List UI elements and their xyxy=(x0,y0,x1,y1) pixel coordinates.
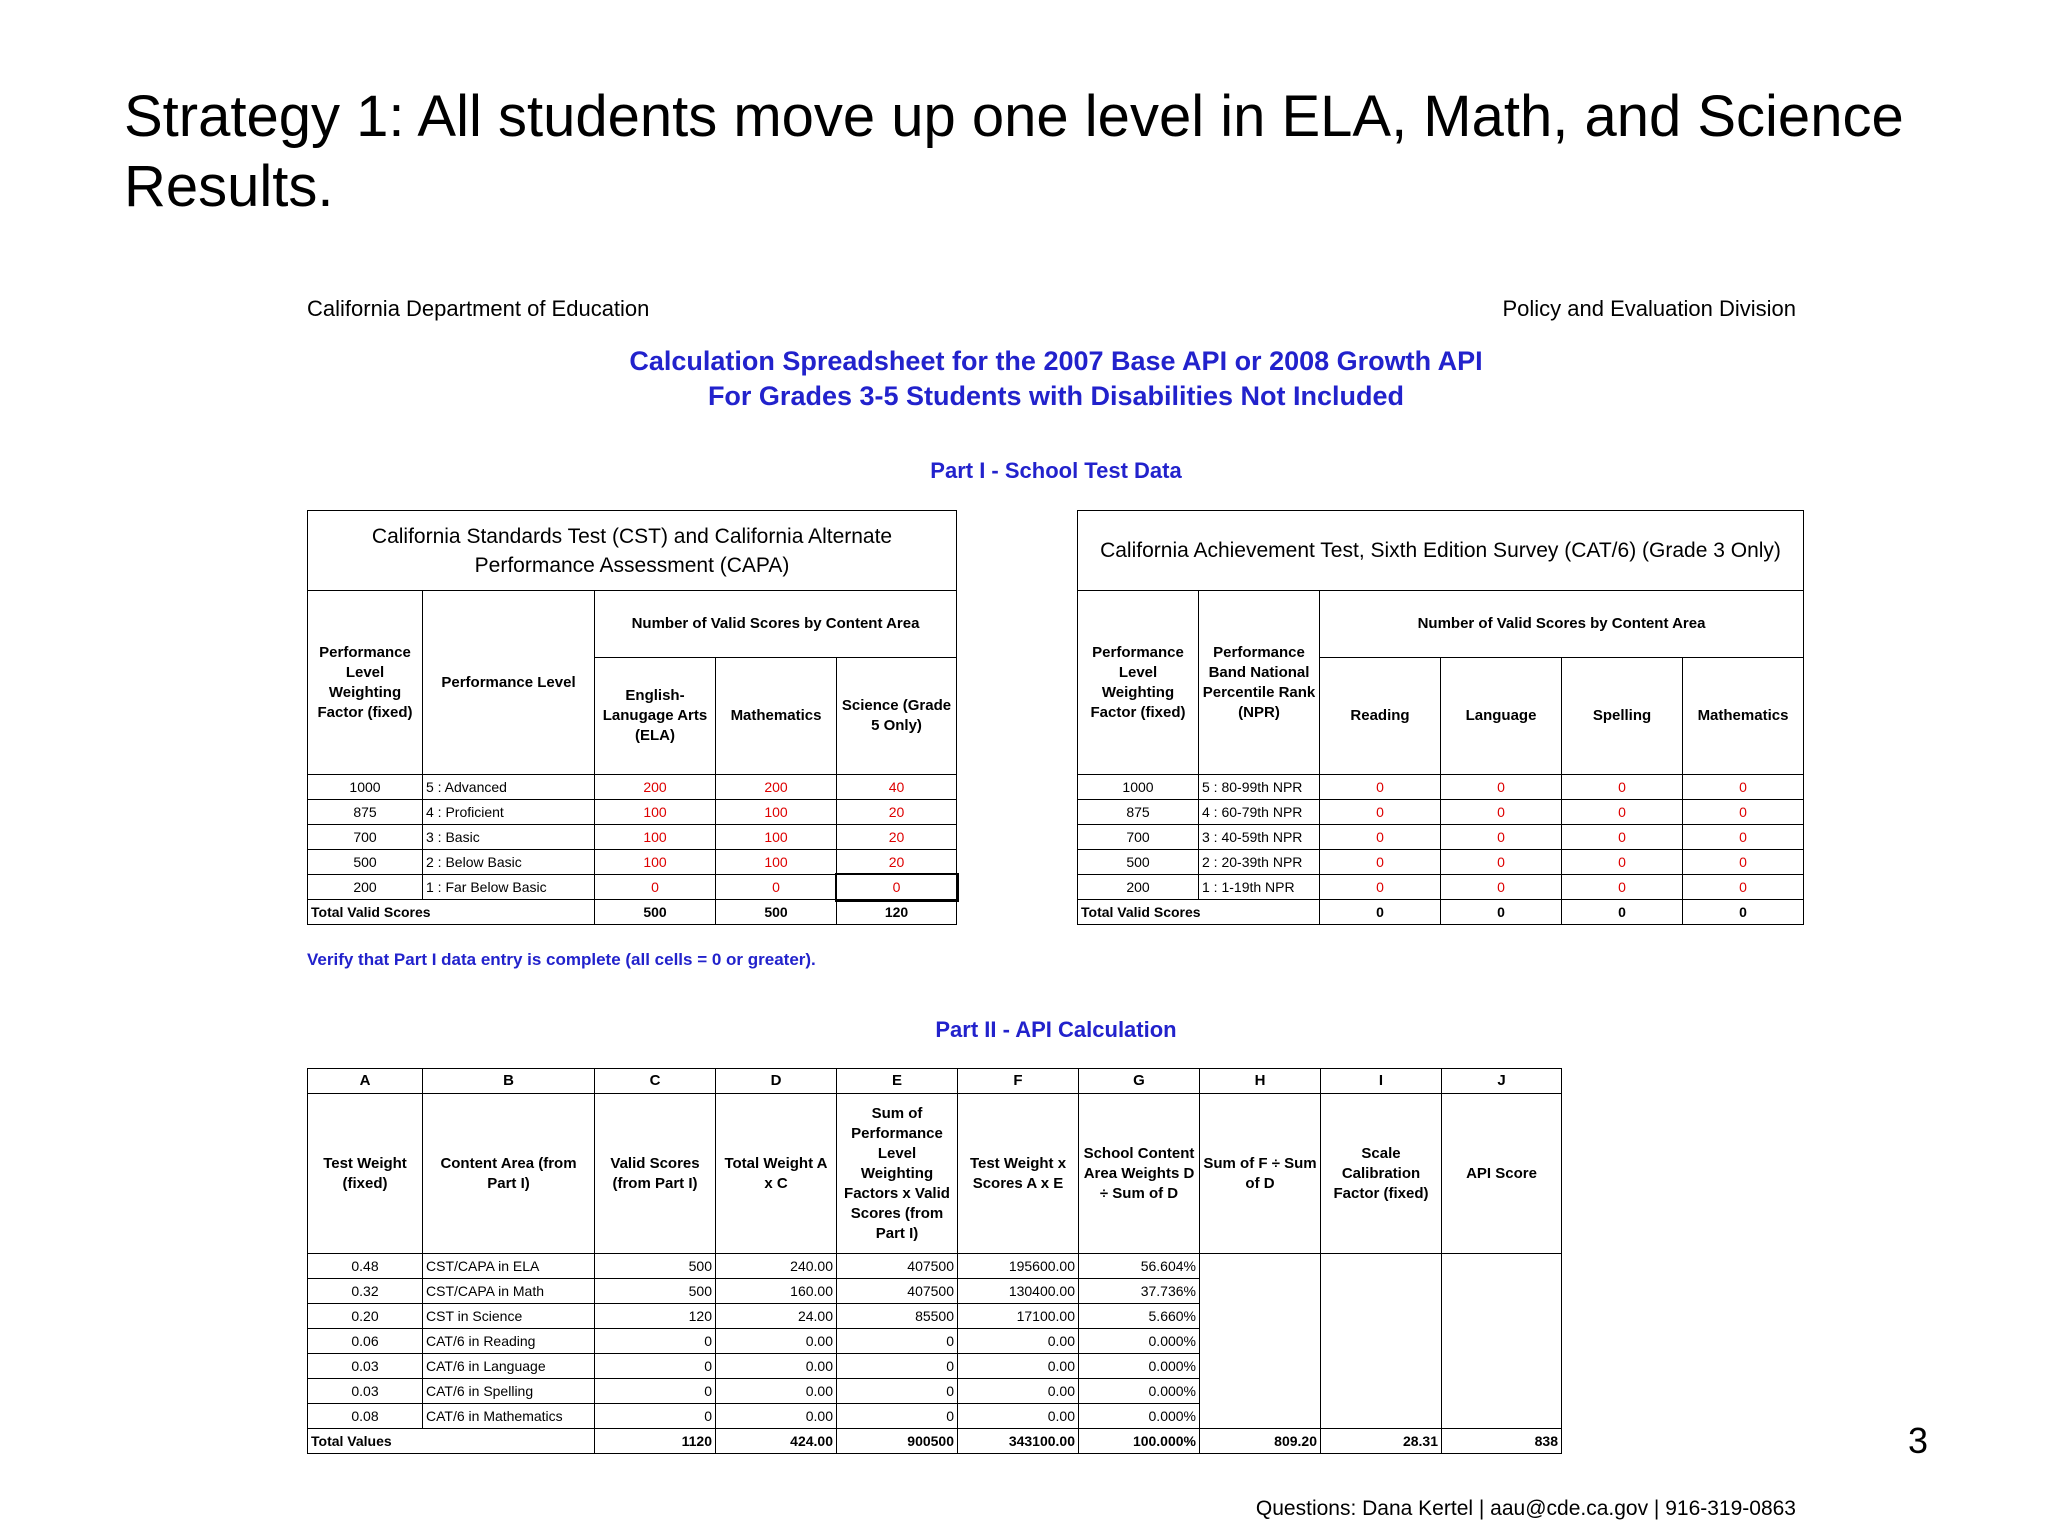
reading-input-cell[interactable]: 0 xyxy=(1320,875,1441,900)
total-spelling: 0 xyxy=(1562,900,1683,925)
total-weight-cell: 160.00 xyxy=(716,1279,837,1304)
weight-cell: 875 xyxy=(308,800,423,825)
total-sci: 120 xyxy=(837,900,957,925)
sum-plwf-cell: 0 xyxy=(837,1404,958,1429)
total-sum-plwf: 900500 xyxy=(837,1429,958,1454)
cst-col-sci: Science (Grade 5 Only) xyxy=(837,658,957,775)
ela-input-cell[interactable]: 100 xyxy=(595,850,716,875)
math-input-cell[interactable]: 0 xyxy=(1683,875,1804,900)
blank-cell-h xyxy=(1200,1254,1321,1429)
total-row xyxy=(1078,900,1804,925)
math-input-cell[interactable]: 100 xyxy=(716,825,837,850)
table-row xyxy=(308,850,957,875)
test-weight-scores-cell: 17100.00 xyxy=(958,1304,1079,1329)
content-area-cell: CST/CAPA in Math xyxy=(423,1279,595,1304)
valid-scores-cell: 0 xyxy=(595,1354,716,1379)
band-cell: 4 : 60-79th NPR xyxy=(1199,800,1320,825)
sum-plwf-cell: 85500 xyxy=(837,1304,958,1329)
api-head-a: Test Weight (fixed) xyxy=(308,1094,423,1254)
cat-table-title: California Achievement Test, Sixth Edition Survey (CAT/6) (Grade 3 Only) xyxy=(1078,511,1804,591)
level-cell: 2 : Below Basic xyxy=(423,850,595,875)
cst-col-math: Mathematics xyxy=(716,658,837,775)
language-input-cell[interactable]: 0 xyxy=(1441,875,1562,900)
spelling-input-cell[interactable]: 0 xyxy=(1562,775,1683,800)
cat-col-band: Performance Band National Percentile Rank (NPR) xyxy=(1199,591,1320,775)
band-cell: 3 : 40-59th NPR xyxy=(1199,825,1320,850)
math-input-cell[interactable]: 0 xyxy=(1683,850,1804,875)
col-letter-e: E xyxy=(837,1069,958,1094)
sci-input-cell-selected[interactable]: 0 xyxy=(837,875,957,900)
test-weight-scores-cell: 0.00 xyxy=(958,1354,1079,1379)
cat-col-reading: Reading xyxy=(1320,658,1441,775)
col-letter-g: G xyxy=(1079,1069,1200,1094)
content-area-cell: CAT/6 in Spelling xyxy=(423,1379,595,1404)
reading-input-cell[interactable]: 0 xyxy=(1320,850,1441,875)
ela-input-cell[interactable]: 200 xyxy=(595,775,716,800)
content-area-cell: CAT/6 in Language xyxy=(423,1354,595,1379)
level-cell: 1 : Far Below Basic xyxy=(423,875,595,900)
slide-number: 3 xyxy=(1908,1420,1929,1461)
cat-col-language: Language xyxy=(1441,658,1562,775)
valid-scores-cell: 500 xyxy=(595,1279,716,1304)
spelling-input-cell[interactable]: 0 xyxy=(1562,875,1683,900)
band-cell: 2 : 20-39th NPR xyxy=(1199,850,1320,875)
cst-col-ela: English-Lanugage Arts (ELA) xyxy=(595,658,716,775)
content-area-cell: CAT/6 in Reading xyxy=(423,1329,595,1354)
test-weight-scores-cell: 0.00 xyxy=(958,1379,1079,1404)
sum-f-over-d: 809.20 xyxy=(1200,1429,1321,1454)
test-weight-scores-cell: 0.00 xyxy=(958,1404,1079,1429)
language-input-cell[interactable]: 0 xyxy=(1441,825,1562,850)
content-weight-cell: 0.000% xyxy=(1079,1379,1200,1404)
col-letter-a: A xyxy=(308,1069,423,1094)
weight-cell: 200 xyxy=(308,875,423,900)
test-weight-cell: 0.48 xyxy=(308,1254,423,1279)
api-head-d: Total Weight A x C xyxy=(716,1094,837,1254)
sum-plwf-cell: 0 xyxy=(837,1329,958,1354)
col-letter-b: B xyxy=(423,1069,595,1094)
weight-cell: 200 xyxy=(1078,875,1199,900)
cst-capa-table xyxy=(307,510,957,925)
content-weight-cell: 56.604% xyxy=(1079,1254,1200,1279)
sci-input-cell[interactable]: 20 xyxy=(837,800,957,825)
math-input-cell[interactable]: 200 xyxy=(716,775,837,800)
total-weight-cell: 0.00 xyxy=(716,1379,837,1404)
scale-calibration-factor: 28.31 xyxy=(1321,1429,1442,1454)
cst-col-group: Number of Valid Scores by Content Area xyxy=(595,591,957,658)
test-weight-cell: 0.08 xyxy=(308,1404,423,1429)
content-weight-cell: 0.000% xyxy=(1079,1404,1200,1429)
verify-note: Verify that Part I data entry is complete (all cells = 0 or greater). xyxy=(307,950,816,969)
cst-col-weight: Performance Level Weighting Factor (fixed) xyxy=(308,591,423,775)
col-letter-i: I xyxy=(1321,1069,1442,1094)
total-weight: 424.00 xyxy=(716,1429,837,1454)
blank-cell-i xyxy=(1321,1254,1442,1429)
level-cell: 4 : Proficient xyxy=(423,800,595,825)
language-input-cell[interactable]: 0 xyxy=(1441,800,1562,825)
math-input-cell[interactable]: 100 xyxy=(716,800,837,825)
cst-table-title: California Standards Test (CST) and California Alternate Performance Assessment (CAPA) xyxy=(308,511,957,591)
table-row xyxy=(308,1254,1562,1279)
content-weight-cell: 0.000% xyxy=(1079,1354,1200,1379)
sum-plwf-cell: 0 xyxy=(837,1379,958,1404)
valid-scores-cell: 500 xyxy=(595,1254,716,1279)
math-input-cell[interactable]: 0 xyxy=(1683,800,1804,825)
cat-col-weight: Performance Level Weighting Factor (fixed) xyxy=(1078,591,1199,775)
total-label: Total Valid Scores xyxy=(308,900,595,925)
total-language: 0 xyxy=(1441,900,1562,925)
cat-col-spelling: Spelling xyxy=(1562,658,1683,775)
total-label: Total Values xyxy=(308,1429,595,1454)
api-head-c: Valid Scores (from Part I) xyxy=(595,1094,716,1254)
table-row xyxy=(1078,850,1804,875)
weight-cell: 700 xyxy=(308,825,423,850)
level-cell: 3 : Basic xyxy=(423,825,595,850)
col-letter-f: F xyxy=(958,1069,1079,1094)
test-weight-scores-cell: 130400.00 xyxy=(958,1279,1079,1304)
total-weight-cell: 0.00 xyxy=(716,1404,837,1429)
band-cell: 1 : 1-19th NPR xyxy=(1199,875,1320,900)
api-head-j: API Score xyxy=(1442,1094,1562,1254)
content-weight-cell: 37.736% xyxy=(1079,1279,1200,1304)
table-row xyxy=(1078,875,1804,900)
weight-cell: 875 xyxy=(1078,800,1199,825)
total-weight-cell: 240.00 xyxy=(716,1254,837,1279)
cat6-table xyxy=(1077,510,1804,925)
weight-cell: 500 xyxy=(308,850,423,875)
api-calculation-table xyxy=(307,1068,1562,1454)
table-row xyxy=(1078,825,1804,850)
api-head-f: Test Weight x Scores A x E xyxy=(958,1094,1079,1254)
content-weight-cell: 0.000% xyxy=(1079,1329,1200,1354)
test-weight-cell: 0.03 xyxy=(308,1354,423,1379)
api-score: 838 xyxy=(1442,1429,1562,1454)
table-row xyxy=(308,875,957,900)
ela-input-cell[interactable]: 0 xyxy=(595,875,716,900)
content-area-cell: CST/CAPA in ELA xyxy=(423,1254,595,1279)
reading-input-cell[interactable]: 0 xyxy=(1320,775,1441,800)
table-row xyxy=(308,825,957,850)
sheet-header-left: California Department of Education xyxy=(307,296,650,321)
sum-plwf-cell: 0 xyxy=(837,1354,958,1379)
part2-title: Part II - API Calculation xyxy=(935,1017,1177,1042)
content-area-cell: CST in Science xyxy=(423,1304,595,1329)
sheet-header-right: Policy and Evaluation Division xyxy=(1502,296,1796,321)
weight-cell: 500 xyxy=(1078,850,1199,875)
valid-scores-cell: 0 xyxy=(595,1379,716,1404)
ela-input-cell[interactable]: 100 xyxy=(595,825,716,850)
test-weight-cell: 0.03 xyxy=(308,1379,423,1404)
spreadsheet-title-line2: For Grades 3-5 Students with Disabilities Not Included xyxy=(707,381,1405,411)
total-weight-cell: 0.00 xyxy=(716,1329,837,1354)
cat-col-math: Mathematics xyxy=(1683,658,1804,775)
test-weight-scores-cell: 195600.00 xyxy=(958,1254,1079,1279)
cst-col-level: Performance Level xyxy=(423,591,595,775)
content-area-cell: CAT/6 in Mathematics xyxy=(423,1404,595,1429)
language-input-cell[interactable]: 0 xyxy=(1441,850,1562,875)
math-input-cell[interactable]: 0 xyxy=(1683,825,1804,850)
table-row xyxy=(1078,800,1804,825)
math-input-cell[interactable]: 0 xyxy=(1683,775,1804,800)
col-letter-c: C xyxy=(595,1069,716,1094)
col-letter-j: J xyxy=(1442,1069,1562,1094)
col-letter-h: H xyxy=(1200,1069,1321,1094)
api-head-i: Scale Calibration Factor (fixed) xyxy=(1321,1094,1442,1254)
total-math: 500 xyxy=(716,900,837,925)
cat-col-group: Number of Valid Scores by Content Area xyxy=(1320,591,1804,658)
math-input-cell[interactable]: 100 xyxy=(716,850,837,875)
api-head-b: Content Area (from Part I) xyxy=(423,1094,595,1254)
valid-scores-cell: 120 xyxy=(595,1304,716,1329)
total-row xyxy=(308,1429,1562,1454)
table-row xyxy=(308,775,957,800)
total-weight-cell: 0.00 xyxy=(716,1354,837,1379)
weight-cell: 1000 xyxy=(1078,775,1199,800)
total-valid-scores: 1120 xyxy=(595,1429,716,1454)
ela-input-cell[interactable]: 100 xyxy=(595,800,716,825)
col-letter-d: D xyxy=(716,1069,837,1094)
api-head-g: School Content Area Weights D ÷ Sum of D xyxy=(1079,1094,1200,1254)
spreadsheet-title-line1: Calculation Spreadsheet for the 2007 Base API or 2008 Growth API xyxy=(629,346,1483,376)
weight-cell: 700 xyxy=(1078,825,1199,850)
level-cell: 5 : Advanced xyxy=(423,775,595,800)
test-weight-cell: 0.32 xyxy=(308,1279,423,1304)
total-label: Total Valid Scores xyxy=(1078,900,1320,925)
column-letter-row xyxy=(308,1069,1562,1094)
footer-contact: Questions: Dana Kertel | aau@cde.ca.gov | 916-319-0863 xyxy=(1255,1497,1796,1520)
band-cell: 5 : 80-99th NPR xyxy=(1199,775,1320,800)
total-reading: 0 xyxy=(1320,900,1441,925)
math-input-cell[interactable]: 0 xyxy=(716,875,837,900)
total-math: 0 xyxy=(1683,900,1804,925)
test-weight-cell: 0.20 xyxy=(308,1304,423,1329)
weight-cell: 1000 xyxy=(308,775,423,800)
test-weight-scores-cell: 0.00 xyxy=(958,1329,1079,1354)
spelling-input-cell[interactable]: 0 xyxy=(1562,800,1683,825)
api-head-e: Sum of Performance Level Weighting Factors x Valid Scores (from Part I) xyxy=(837,1094,958,1254)
sci-input-cell[interactable]: 40 xyxy=(837,775,957,800)
content-weight-cell: 5.660% xyxy=(1079,1304,1200,1329)
valid-scores-cell: 0 xyxy=(595,1329,716,1354)
table-row xyxy=(1078,775,1804,800)
total-content-weight: 100.000% xyxy=(1079,1429,1200,1454)
spelling-input-cell[interactable]: 0 xyxy=(1562,850,1683,875)
sum-plwf-cell: 407500 xyxy=(837,1279,958,1304)
spelling-input-cell[interactable]: 0 xyxy=(1562,825,1683,850)
test-weight-cell: 0.06 xyxy=(308,1329,423,1354)
part1-title: Part I - School Test Data xyxy=(930,458,1182,483)
total-test-weight-scores: 343100.00 xyxy=(958,1429,1079,1454)
total-row xyxy=(308,900,957,925)
valid-scores-cell: 0 xyxy=(595,1404,716,1429)
sum-plwf-cell: 407500 xyxy=(837,1254,958,1279)
reading-input-cell[interactable]: 0 xyxy=(1320,800,1441,825)
reading-input-cell[interactable]: 0 xyxy=(1320,825,1441,850)
language-input-cell[interactable]: 0 xyxy=(1441,775,1562,800)
sci-input-cell[interactable]: 20 xyxy=(837,850,957,875)
total-ela: 500 xyxy=(595,900,716,925)
total-weight-cell: 24.00 xyxy=(716,1304,837,1329)
slide-title: Strategy 1: All students move up one level in ELA, Math, and Science Results. xyxy=(124,84,1904,219)
api-head-h: Sum of F ÷ Sum of D xyxy=(1200,1094,1321,1254)
sci-input-cell[interactable]: 20 xyxy=(837,825,957,850)
table-row xyxy=(308,800,957,825)
blank-cell-j xyxy=(1442,1254,1562,1429)
